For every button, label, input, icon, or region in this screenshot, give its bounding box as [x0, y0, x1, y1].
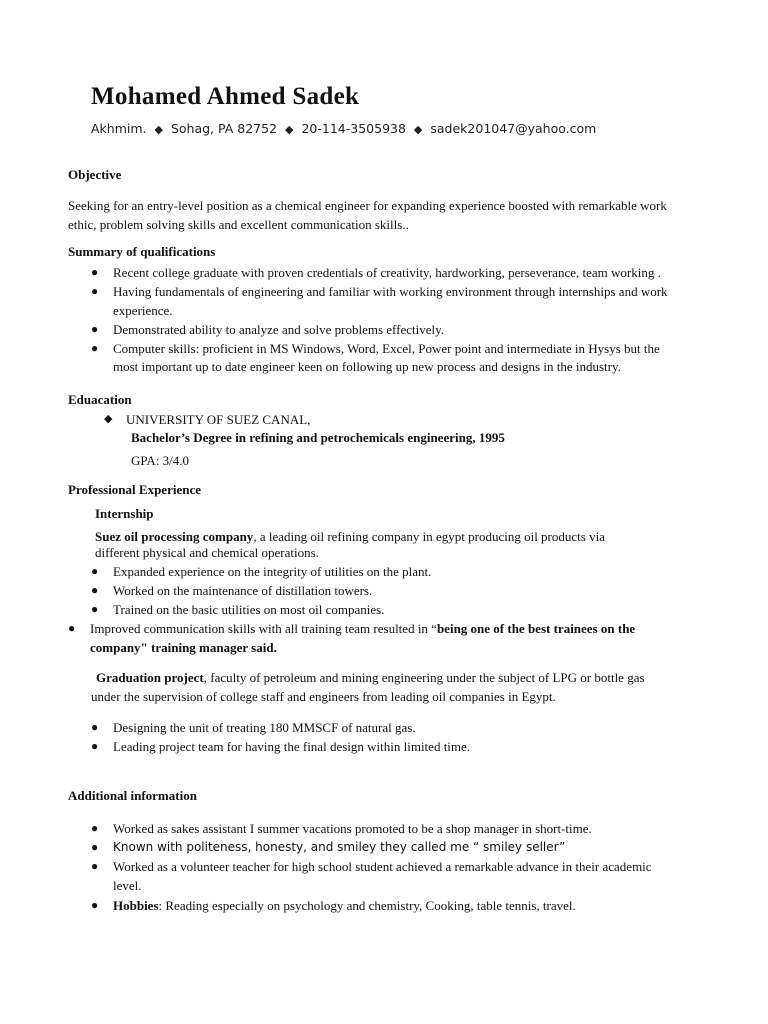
additional-item: ● Worked as a volunteer teacher for high school student achieved a remarkable advance in their academic	[91, 859, 652, 874]
bullet-icon: ●	[91, 564, 99, 578]
summary-item-continued: most important up to date engineer keen on following up new process and designs in the industry.	[113, 359, 621, 374]
graduation-line-2: under the supervision of college staff and engineers from leading oil companies in Egypt.	[91, 689, 556, 704]
education-heading: Eduacation	[68, 392, 132, 407]
candidate-name: Mohamed Ahmed Sadek	[91, 83, 360, 110]
hobbies-label: Hobbies	[113, 898, 159, 913]
improved-item: ● Improved communication skills with all training team resulted in “being one of the best trainees on the	[68, 621, 636, 636]
internship-heading: Internship	[95, 506, 154, 521]
summary-item: ● Recent college graduate with proven credentials of creativity, hardworking, perseverance, team working .	[91, 265, 661, 280]
summary-item: ● Demonstrated ability to analyze and solve problems effectively.	[91, 322, 445, 337]
improved-item-continued: company" training manager said.	[90, 640, 277, 655]
objective-heading: Objective	[68, 167, 122, 182]
bullet-icon: ●	[91, 322, 99, 336]
objective-line-2: ethic, problem solving skills and excellent communication skills..	[68, 217, 409, 232]
bullet-icon: ●	[91, 859, 99, 873]
diamond-separator-icon: ◆	[285, 123, 294, 136]
bullet-icon: ●	[91, 583, 99, 597]
bullet-icon: ●	[91, 341, 99, 355]
company-line-1: Suez oil processing company, a leading oil refining company in egypt producing oil products via	[95, 529, 605, 544]
hobbies-item: ● Hobbies: Reading especially on psychology and chemistry, Cooking, table tennis, travel.	[91, 898, 576, 913]
experience-heading: Professional Experience	[68, 482, 201, 497]
diamond-separator-icon: ◆	[413, 123, 423, 136]
bullet-icon: ●	[91, 720, 99, 734]
additional-heading: Additional information	[68, 788, 197, 803]
company-name: Suez oil processing company	[95, 529, 254, 544]
bullet-icon: ●	[91, 265, 99, 279]
objective-line-1: Seeking for an entry-level position as a chemical engineer for expanding experience boosted with remarkable work	[68, 198, 667, 213]
graduation-line-1: Graduation project, faculty of petroleum and mining engineering under the subject of LPG or bottle gas	[96, 670, 645, 685]
bullet-icon: ●	[91, 840, 99, 854]
contact-line	[91, 121, 596, 136]
contact-city: Akhmim.	[91, 121, 147, 136]
bullet-icon: ●	[68, 621, 76, 635]
bullet-icon: ●	[91, 739, 99, 753]
company-line-2: different physical and chemical operations.	[95, 545, 319, 560]
graduation-item: ● Leading project team for having the final design within limited time.	[91, 739, 471, 754]
additional-item-continued: level.	[113, 878, 142, 893]
additional-item: ● Known with politeness, honesty, and smiley they called me “ smiley seller”	[113, 838, 565, 857]
summary-heading: Summary of qualifications	[68, 244, 216, 259]
gpa: GPA: 3/4.0	[131, 453, 190, 468]
diamond-bullet-icon: ◆	[104, 413, 113, 425]
experience-item: ● Expanded experience on the integrity of utilities on the plant.	[91, 564, 432, 579]
graduation-item: ● Designing the unit of treating 180 MMSCF of natural gas.	[91, 720, 416, 735]
experience-item: ● Worked on the maintenance of distillation towers.	[91, 583, 373, 598]
summary-item: ● Computer skills: proficient in MS Windows, Word, Excel, Power point and intermediate in Hysys but the	[91, 341, 660, 356]
bullet-icon: ●	[91, 898, 99, 912]
bullet-icon: ●	[91, 602, 99, 616]
university-name: UNIVERSITY OF SUEZ CANAL,	[126, 412, 311, 427]
summary-item-continued: experience.	[113, 303, 173, 318]
diamond-separator-icon: ◆	[154, 123, 163, 136]
bullet-icon: ●	[91, 821, 99, 835]
graduation-title: Graduation project	[96, 670, 204, 685]
experience-item: ● Trained on the basic utilities on most oil companies.	[91, 602, 385, 617]
bullet-icon: ●	[91, 284, 99, 298]
summary-item: ● Having fundamentals of engineering and familiar with working environment through internships and work	[91, 284, 668, 299]
additional-item: ● Worked as sakes assistant I summer vacations promoted to be a shop manager in short-time.	[91, 821, 592, 836]
contact-region: Sohag, PA 82752	[170, 121, 278, 136]
contact-phone: 20-114-3505938	[301, 121, 406, 136]
degree: Bachelor’s Degree in refining and petrochemicals engineering, 1995	[131, 430, 505, 445]
contact-email: sadek201047@yahoo.com	[430, 121, 597, 136]
